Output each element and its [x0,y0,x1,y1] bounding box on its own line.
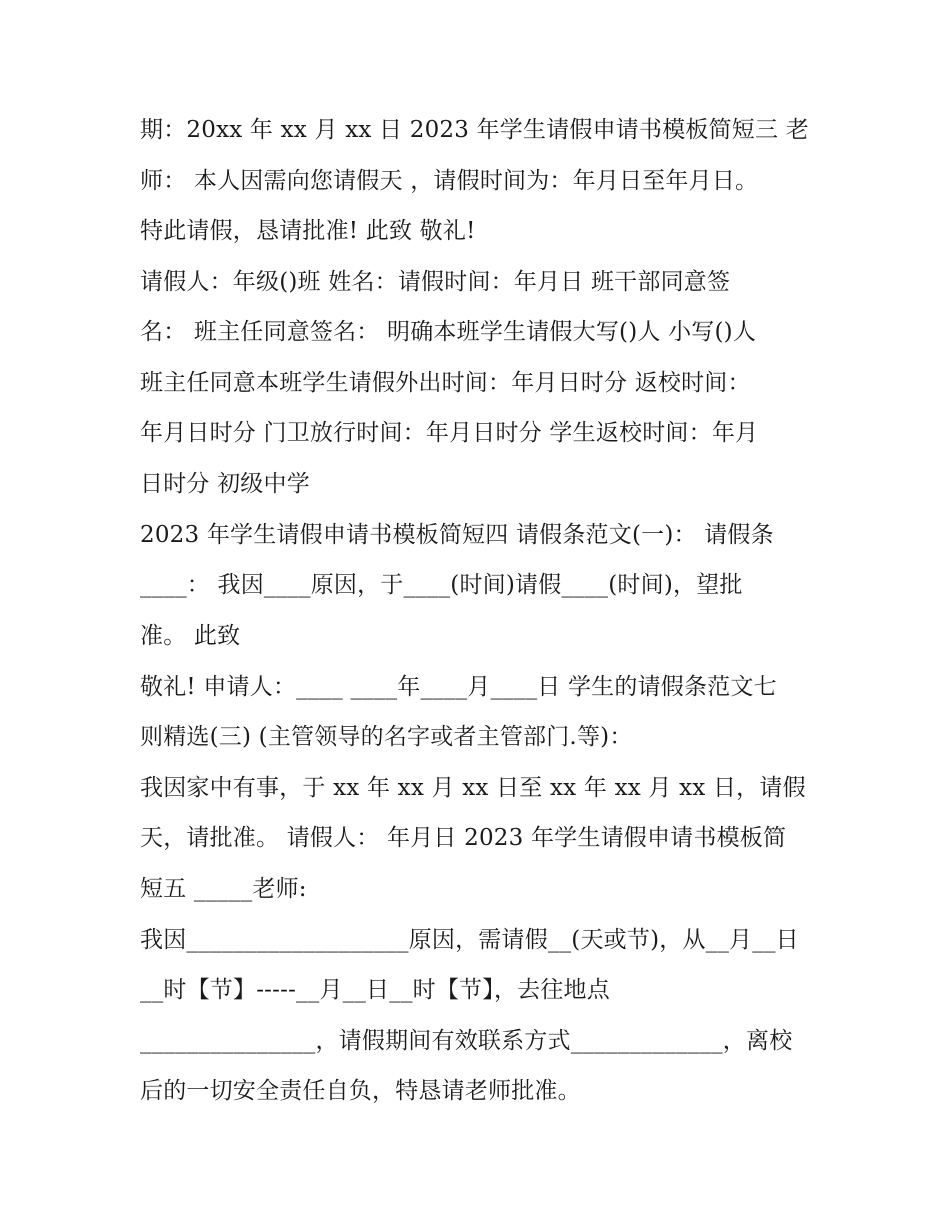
text-line: 师： 本人因需向您请假天 ，请假时间为：年月日至年月日。 [140,168,759,194]
text-line: 我因___________________原因，需请假__(天或节)，从__月__日 [140,927,799,953]
text-line: 班主任同意本班学生请假外出时间：年月日时分 返校时间： [140,370,751,396]
text-line: 天，请批准。 请假人： 年月日 2023 年学生请假申请书模板简 [140,825,787,851]
text-line: 年月日时分 门卫放行时间：年月日时分 学生返校时间：年月 [140,420,759,446]
text-line: __时【节】-----__月__日__时【节】，去往地点 [140,977,610,1003]
text-line: 后的一切安全责任自负，特恳请老师批准。 [140,1078,581,1104]
text-line: 我因家中有事，于 xx 年 xx 月 xx 日至 xx 年 xx 月 xx 日，请假 [140,775,806,801]
text-line: _______________，请假期间有效联系方式_____________，离校 [140,1028,793,1054]
text-line: 请假人：年级()班 姓名：请假时间：年月日 班干部同意签 [140,269,731,295]
text-line: 名： 班主任同意签名： 明确本班学生请假大写()人 小写()人 [140,319,757,345]
text-line: 日时分 初级中学 [140,471,310,497]
text-line: 短五 _____老师: [140,876,307,902]
text-line: 准。 此致 [140,623,241,649]
text-line: 期：20xx 年 xx 月 xx 日 2023 年学生请假申请书模板简短三 老 [140,117,809,143]
text-line: 2023 年学生请假申请书模板简短四 请假条范文(一)： 请假条 [140,522,774,548]
text-line: 特此请假，恳请批准! 此致 敬礼! [140,218,476,244]
text-line: 敬礼! 申请人：____ ____年____月____日 学生的请假条范文七 [140,674,777,700]
text-line: ____： 我因____原因，于____(时间)请假____(时间)，望批 [140,572,743,598]
text-line: 则精选(三) (主管领导的名字或者主管部门.等)： [140,724,633,750]
